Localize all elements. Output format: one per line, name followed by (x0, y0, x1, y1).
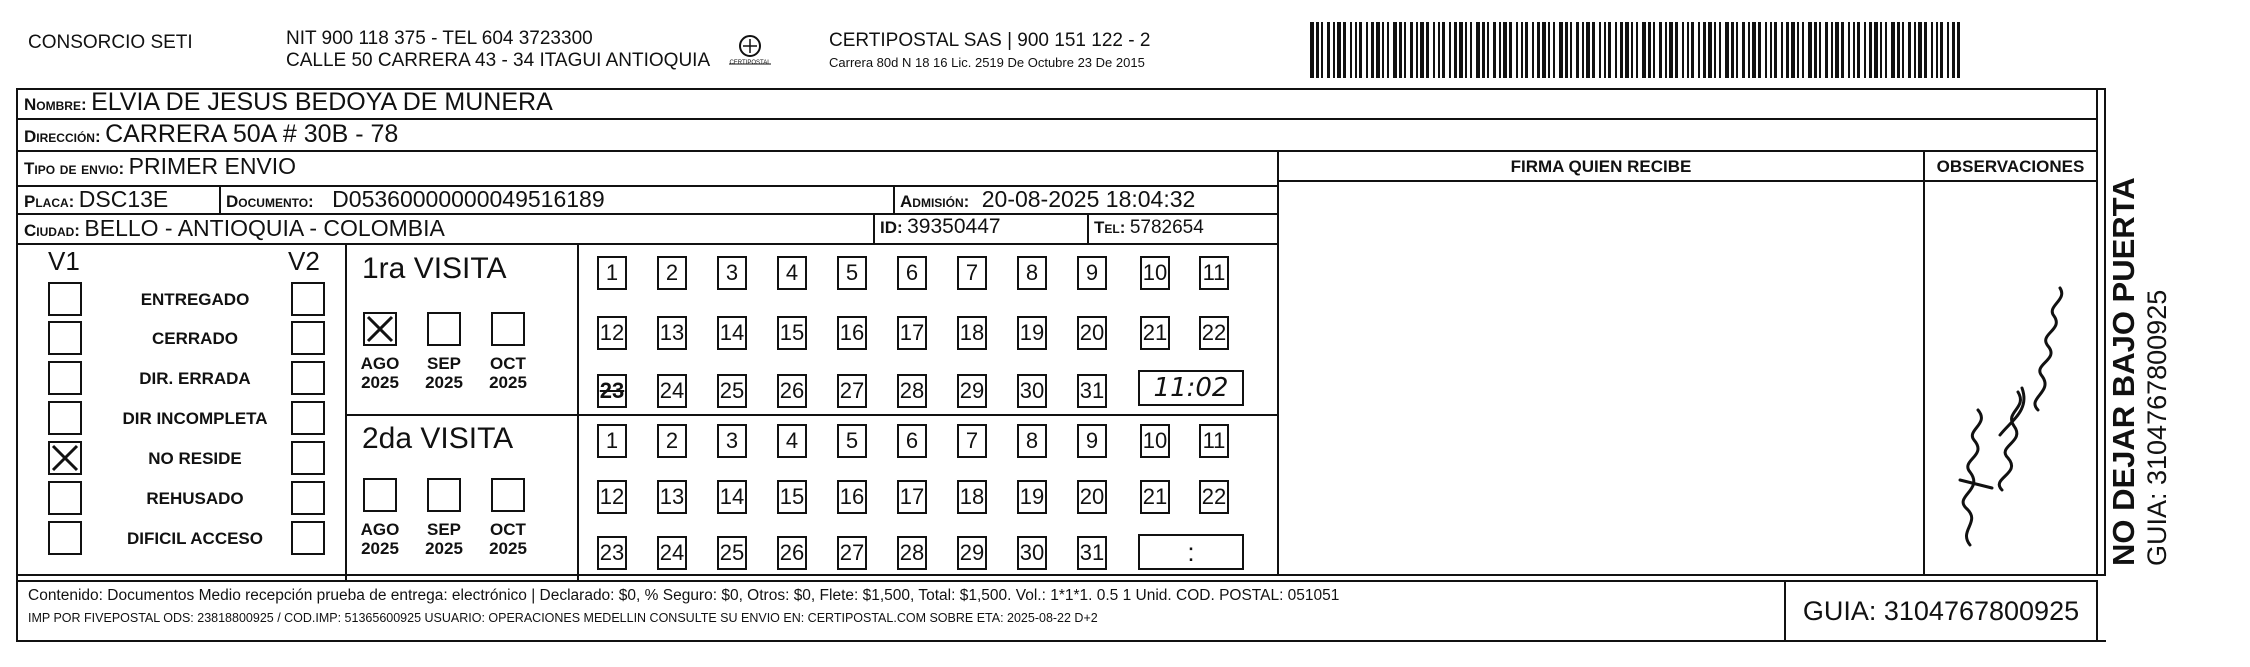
barcode-bar (1636, 22, 1638, 78)
barcode-bar (1493, 22, 1496, 78)
nombre-row (24, 88, 553, 118)
barcode-bar (1819, 22, 1821, 78)
v1-checkbox[interactable] (48, 361, 82, 395)
day-box[interactable]: 24 (657, 536, 687, 570)
barcode-bar (1509, 22, 1512, 78)
day-box[interactable]: 20 (1077, 480, 1107, 514)
day-box[interactable]: 7 (957, 256, 987, 290)
side-warning-main: NO DEJAR BAJO PUERTA (2106, 177, 2141, 566)
barcode-bar (1675, 22, 1678, 78)
barcode-bar (1592, 22, 1595, 78)
barcode (1310, 22, 1960, 78)
barcode-bar (1631, 22, 1633, 78)
day-box[interactable]: 5 (837, 424, 867, 458)
barcode-bar (1880, 22, 1882, 78)
day-box[interactable]: 2 (657, 256, 687, 290)
day-box[interactable]: 4 (777, 424, 807, 458)
barcode-bar (1853, 22, 1855, 78)
x-mark-icon (365, 314, 395, 344)
month-label: OCT 2025 (489, 354, 527, 392)
barcode-bar (1936, 22, 1938, 78)
ciudad-value: BELLO - ANTIOQUIA - COLOMBIA (84, 215, 445, 241)
ciudad-label: Ciudad: (24, 221, 80, 240)
barcode-bar (1752, 22, 1756, 78)
barcode-bar (1470, 22, 1472, 78)
placa-label: Placa: (24, 192, 75, 211)
day-box[interactable]: 16 (837, 316, 867, 350)
day-box[interactable]: 21 (1140, 480, 1170, 514)
first-time-value: 11:02 (1153, 373, 1229, 403)
barcode-bar (1333, 22, 1335, 78)
day-box[interactable]: 31 (1077, 536, 1107, 570)
tipo-value: PRIMER ENVIO (128, 153, 297, 179)
barcode-bar (1682, 22, 1684, 78)
day-box[interactable]: 8 (1017, 424, 1047, 458)
handwriting-icon (1930, 260, 2090, 560)
barcode-bar (1765, 22, 1767, 78)
barcode-bar (1525, 22, 1528, 78)
day-box[interactable]: 19 (1017, 316, 1047, 350)
barcode-bar (1687, 22, 1689, 78)
day-box[interactable]: 20 (1077, 316, 1107, 350)
barcode-bar (1503, 22, 1507, 78)
day-box[interactable]: 28 (897, 374, 927, 408)
barcode-bar (1857, 22, 1860, 78)
barcode-bar (1399, 22, 1402, 78)
status-label: DIR INCOMPLETA (122, 409, 268, 428)
barcode-bar (1499, 22, 1501, 78)
barcode-bar (1604, 22, 1606, 78)
day-box[interactable]: 14 (717, 480, 747, 514)
barcode-bar (1848, 22, 1850, 78)
v1-checkbox[interactable] (48, 401, 82, 435)
barcode-bar (1442, 22, 1445, 78)
direccion-value: CARRERA 50A # 30B - 78 (105, 120, 399, 148)
first-time-box[interactable] (1138, 370, 1244, 406)
v2-checkbox[interactable] (291, 441, 325, 475)
barcode-bar (1615, 22, 1617, 78)
barcode-bar (1708, 22, 1712, 78)
barcode-bar (1570, 22, 1572, 78)
day-box[interactable]: 12 (597, 316, 627, 350)
month-checkbox[interactable] (491, 312, 525, 346)
ciudad-cell (24, 215, 445, 242)
barcode-bar (1449, 22, 1451, 78)
nombre-value: ELVIA DE JESUS BEDOYA DE MUNERA (91, 88, 553, 116)
day-box[interactable]: 13 (657, 316, 687, 350)
barcode-bar (1537, 22, 1540, 78)
day-box[interactable]: 23 (597, 374, 627, 408)
barcode-bar (1725, 22, 1729, 78)
day-box[interactable]: 2 (657, 424, 687, 458)
x-mark-icon (50, 443, 80, 473)
certipostal-logo-text: CERTIPOSTAL (729, 60, 771, 66)
barcode-bar (1653, 22, 1655, 78)
day-box[interactable]: 15 (777, 480, 807, 514)
day-box[interactable]: 10 (1140, 256, 1170, 290)
nit-line: NIT 900 118 375 - TEL 604 3723300 (286, 28, 593, 49)
barcode-bar (1542, 22, 1546, 78)
v1-checkbox[interactable] (48, 282, 82, 316)
barcode-bar (1371, 22, 1374, 78)
day-box[interactable]: 13 (657, 480, 687, 514)
barcode-bar (1327, 22, 1330, 78)
day-box[interactable]: 22 (1199, 316, 1229, 350)
documento-value: D0536000000004951618​9 (332, 186, 605, 212)
day-box[interactable]: 3 (717, 256, 747, 290)
day-box[interactable]: 11 (1199, 424, 1229, 458)
barcode-bar (1758, 22, 1761, 78)
side-warning (2106, 86, 2172, 566)
barcode-bar (1669, 22, 1673, 78)
barcode-bar (1416, 22, 1418, 78)
day-box[interactable]: 6 (897, 424, 927, 458)
day-box[interactable]: 6 (897, 256, 927, 290)
barcode-bar (1366, 22, 1368, 78)
day-box[interactable]: 23 (597, 536, 627, 570)
barcode-bar (1698, 22, 1700, 78)
footer-guia-box (1784, 580, 2098, 642)
day-box[interactable]: 27 (837, 374, 867, 408)
barcode-bar (1802, 22, 1804, 78)
barcode-bar (1393, 22, 1397, 78)
barcode-bar (1835, 22, 1839, 78)
footer-line-2: IMP POR FIVEPOSTAL ODS: 23818800925 / COD.IMP: 51365600925 USUARIO: OPERACIONES MEDELLIN CONSULTE SU ENVIO EN: CERTIPOSTAL.COM SOBRE ETA: 2025-08-22 D+2 (28, 611, 1098, 625)
day-box[interactable]: 10 (1140, 424, 1170, 458)
day-box[interactable]: 7 (957, 424, 987, 458)
day-box[interactable]: 17 (897, 316, 927, 350)
tel-value: 5782654 (1129, 217, 1204, 238)
documento-cell (226, 186, 605, 213)
barcode-bar (1908, 22, 1911, 78)
status-label: CERRADO (152, 329, 238, 348)
id-label: ID: (880, 218, 903, 237)
license-line: Carrera 80d N 18 16 Lic. 2519 De Octubre 23 De 2015 (829, 55, 1145, 70)
barcode-bar (1565, 22, 1568, 78)
day-box[interactable]: 29 (957, 536, 987, 570)
tipo-row (24, 153, 296, 180)
placa-value: DSC13E (78, 186, 169, 212)
first-visit-title: 1ra VISITA (362, 252, 507, 285)
barcode-bar (1770, 22, 1772, 78)
day-box[interactable]: 16 (837, 480, 867, 514)
status-label: ENTREGADO (140, 290, 250, 309)
barcode-bar (1914, 22, 1916, 78)
handwritten-note (1930, 260, 2090, 560)
barcode-bar (1599, 22, 1601, 78)
barcode-bar (1902, 22, 1904, 78)
barcode-bar (1459, 22, 1463, 78)
barcode-bar (1586, 22, 1590, 78)
barcode-bar (1703, 22, 1706, 78)
barcode-bar (1918, 22, 1922, 78)
day-box[interactable]: 4 (777, 256, 807, 290)
month-checkbox[interactable] (363, 478, 397, 512)
direccion-label: Dirección: (24, 127, 101, 146)
barcode-bar (1355, 22, 1357, 78)
tipo-label: Tipo de envio: (24, 159, 125, 178)
month-label: AGO 2025 (360, 354, 400, 392)
barcode-bar (1382, 22, 1384, 78)
barcode-bar (1719, 22, 1721, 78)
barcode-bar (1814, 22, 1817, 78)
barcode-bar (1952, 22, 1955, 78)
v2-checkbox[interactable] (291, 521, 325, 555)
admision-label: Admisión: (900, 192, 970, 211)
second-visit-title: 2da VISITA (362, 422, 514, 455)
day-box[interactable]: 22 (1199, 480, 1229, 514)
certipostal-logo-icon (727, 34, 773, 72)
barcode-bar (1774, 22, 1777, 78)
tel-cell (1094, 217, 1204, 239)
month-label: AGO 2025 (360, 520, 400, 558)
day-box[interactable]: 3 (717, 424, 747, 458)
barcode-bar (1957, 22, 1960, 78)
company-name: CONSORCIO SETI (28, 32, 193, 53)
footer-guia: GUIA: 3104767800925 (1802, 596, 2080, 626)
barcode-bar (1825, 22, 1828, 78)
id-cell (880, 215, 1001, 239)
barcode-bar (1891, 22, 1895, 78)
address-line: CALLE 50 CARRERA 43 - 34 ITAGUI ANTIOQUIA (286, 50, 711, 71)
barcode-bar (1714, 22, 1716, 78)
barcode-bar (1874, 22, 1878, 78)
placa-cell (24, 186, 168, 213)
day-box[interactable]: 25 (717, 536, 747, 570)
certipostal-logo (727, 34, 773, 72)
status-label: NO RESIDE (148, 449, 242, 468)
barcode-bar (1940, 22, 1943, 78)
v2-checkbox[interactable] (291, 282, 325, 316)
admision-cell (900, 186, 1195, 213)
barcode-bar (1582, 22, 1584, 78)
barcode-bar (1521, 22, 1523, 78)
barcode-bar (1487, 22, 1489, 78)
day-box[interactable]: 1 (597, 256, 627, 290)
barcode-bar (1620, 22, 1623, 78)
barcode-bar (1310, 22, 1314, 78)
barcode-bar (1691, 22, 1694, 78)
day-box[interactable]: 30 (1017, 536, 1047, 570)
barcode-bar (1808, 22, 1812, 78)
barcode-bar (1576, 22, 1579, 78)
second-time-box[interactable] (1138, 534, 1244, 570)
day-box[interactable]: 24 (657, 374, 687, 408)
barcode-bar (1797, 22, 1799, 78)
barcode-bar (1516, 22, 1518, 78)
day-box[interactable]: 1 (597, 424, 627, 458)
documento-label: Documento: (226, 192, 314, 211)
day-box[interactable]: 28 (897, 536, 927, 570)
barcode-bar (1359, 22, 1362, 78)
barcode-bar (1343, 22, 1346, 78)
v1-label: V1 (48, 246, 80, 276)
v1-checkbox[interactable] (48, 321, 82, 355)
barcode-icon (1310, 22, 1960, 78)
barcode-bar (1532, 22, 1534, 78)
barcode-bar (1316, 22, 1319, 78)
day-box[interactable]: 12 (597, 480, 627, 514)
day-box[interactable]: 15 (777, 316, 807, 350)
barcode-bar (1731, 22, 1734, 78)
day-box[interactable]: 18 (957, 316, 987, 350)
day-box[interactable]: 11 (1199, 256, 1229, 290)
barcode-bar (1482, 22, 1485, 78)
barcode-bar (1931, 22, 1933, 78)
barcode-bar (1608, 22, 1611, 78)
day-box[interactable]: 21 (1140, 316, 1170, 350)
day-box[interactable]: 8 (1017, 256, 1047, 290)
v1-checkbox[interactable] (48, 481, 82, 515)
barcode-bar (1465, 22, 1467, 78)
barcode-bar (1786, 22, 1789, 78)
barcode-bar (1433, 22, 1435, 78)
barcode-bar (1748, 22, 1750, 78)
barcode-bar (1404, 22, 1406, 78)
barcode-bar (1410, 22, 1413, 78)
firma-header: FIRMA QUIEN RECIBE (1510, 157, 1692, 176)
barcode-bar (1864, 22, 1866, 78)
day-box[interactable]: 29 (957, 374, 987, 408)
day-box[interactable]: 27 (837, 536, 867, 570)
nombre-label: Nombre: (24, 95, 87, 114)
barcode-bar (1454, 22, 1457, 78)
month-checkbox[interactable] (427, 478, 461, 512)
day-box[interactable]: 9 (1077, 256, 1107, 290)
day-box[interactable]: 5 (837, 256, 867, 290)
day-box[interactable]: 30 (1017, 374, 1047, 408)
barcode-bar (1659, 22, 1662, 78)
barcode-bar (1548, 22, 1550, 78)
barcode-bar (1924, 22, 1927, 78)
carrier-line: CERTIPOSTAL SAS | 900 151 122 - 2 (829, 30, 1151, 51)
day-box[interactable]: 31 (1077, 374, 1107, 408)
day-box[interactable]: 9 (1077, 424, 1107, 458)
day-box[interactable]: 25 (717, 374, 747, 408)
barcode-bar (1625, 22, 1629, 78)
barcode-bar (1321, 22, 1323, 78)
barcode-bar (1648, 22, 1651, 78)
barcode-bar (1947, 22, 1949, 78)
month-label: OCT 2025 (489, 520, 527, 558)
barcode-bar (1742, 22, 1745, 78)
observaciones-header: OBSERVACIONES (1936, 157, 2085, 176)
barcode-bar (1869, 22, 1872, 78)
side-warning-guia: GUIA: 3104767800925 (2142, 289, 2172, 566)
direccion-row (24, 120, 398, 149)
day-box[interactable]: 14 (717, 316, 747, 350)
tel-label: Tel: (1094, 218, 1126, 237)
day-box[interactable]: 19 (1017, 480, 1047, 514)
id-value: 39350447 (907, 215, 1001, 238)
barcode-bar (1831, 22, 1833, 78)
v2-label: V2 (288, 246, 320, 276)
barcode-bar (1897, 22, 1900, 78)
barcode-bar (1438, 22, 1440, 78)
v2-checkbox[interactable] (291, 401, 325, 435)
barcode-bar (1420, 22, 1424, 78)
barcode-bar (1736, 22, 1738, 78)
barcode-bar (1665, 22, 1667, 78)
admision-value: 20-08-2025 18:04:32 (981, 186, 1196, 212)
day-box[interactable]: 26 (777, 536, 807, 570)
day-box[interactable]: 26 (777, 374, 807, 408)
month-checkbox[interactable] (363, 312, 397, 346)
status-label: DIR. ERRADA (139, 369, 251, 388)
v2-checkbox[interactable] (291, 481, 325, 515)
barcode-bar (1885, 22, 1887, 78)
barcode-bar (1791, 22, 1795, 78)
barcode-bar (1350, 22, 1352, 78)
v2-checkbox[interactable] (291, 361, 325, 395)
barcode-bar (1476, 22, 1480, 78)
month-label: SEP 2025 (425, 354, 463, 392)
day-box[interactable]: 18 (957, 480, 987, 514)
barcode-bar (1426, 22, 1429, 78)
barcode-bar (1642, 22, 1646, 78)
v1-checkbox[interactable] (48, 521, 82, 555)
barcode-bar (1376, 22, 1380, 78)
barcode-bar (1781, 22, 1783, 78)
barcode-bar (1337, 22, 1341, 78)
second-time-value: : (1187, 537, 1195, 567)
status-label: REHUSADO (146, 489, 244, 508)
status-label: DIFICIL ACCESO (126, 529, 263, 548)
month-checkbox[interactable] (491, 478, 525, 512)
v2-checkbox[interactable] (291, 321, 325, 355)
barcode-bar (1553, 22, 1555, 78)
month-checkbox[interactable] (427, 312, 461, 346)
barcode-bar (1387, 22, 1389, 78)
barcode-bar (1559, 22, 1563, 78)
barcode-bar (1841, 22, 1844, 78)
month-label: SEP 2025 (425, 520, 463, 558)
v1-checkbox[interactable] (48, 441, 82, 475)
day-box[interactable]: 17 (897, 480, 927, 514)
footer-line-1: Contenido: Documentos Medio recepción prueba de entrega: electrónico | Declarado: $0, % Seguro: $0, Otros: $0, Flete: $1,500, Total: $1,500. Vol.: 1*1*1. 0.5 1 Unid. COD. POSTAL: 051051 (28, 587, 1340, 604)
